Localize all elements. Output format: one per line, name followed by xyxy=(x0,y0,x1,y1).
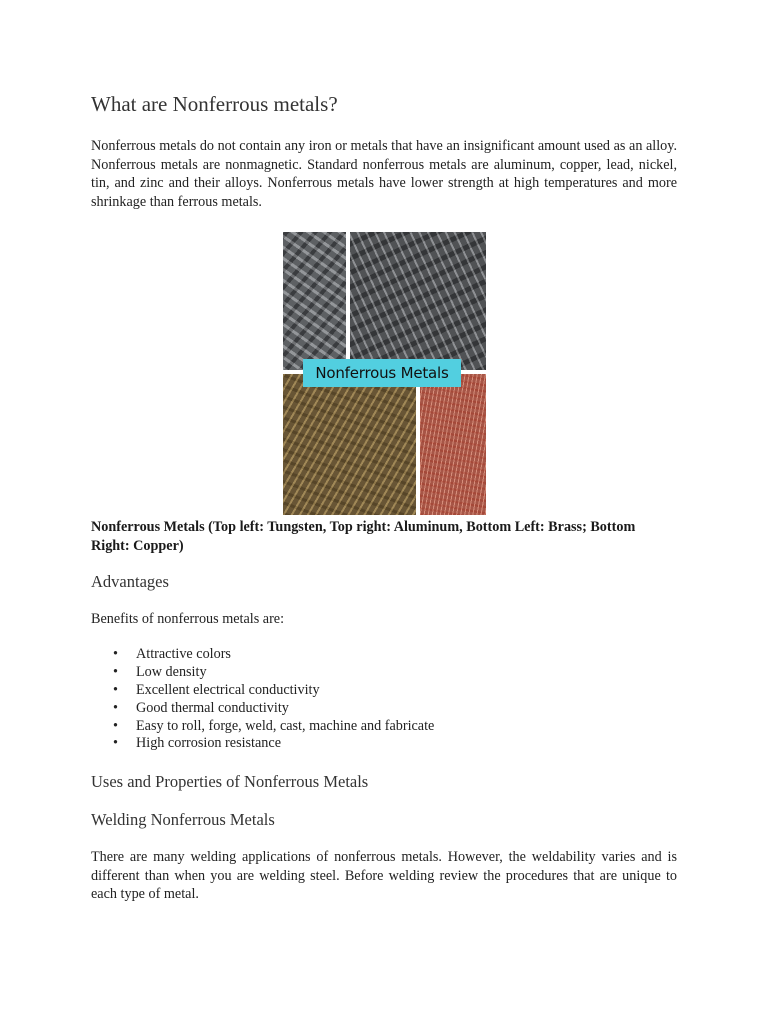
list-item xyxy=(91,718,434,736)
list-item xyxy=(91,664,434,682)
intro-paragraph: Nonferrous metals do not contain any iron or metals that have an insignificant amount used as an alloy. Nonferrous metals are nonmagnetic. Standard nonferrous metals are aluminum, copper, lead, nickel, tin, and zinc and their alloys. Nonferrous metals have lower strength at high temperatures and more shrinkage than ferrous metals. xyxy=(91,138,677,210)
advantages-heading: Advantages xyxy=(91,572,169,591)
copper-photo xyxy=(420,374,486,515)
photo-banner: Nonferrous Metals xyxy=(303,359,461,387)
benefits-lead: Benefits of nonferrous metals are: xyxy=(91,611,285,627)
list-item xyxy=(91,735,434,753)
bullet-icon: • xyxy=(113,663,118,680)
tungsten-photo xyxy=(283,232,346,370)
bullet-icon: • xyxy=(113,681,118,698)
nonferrous-metals-photo xyxy=(283,232,486,515)
bullet-icon: • xyxy=(113,699,118,716)
bullet-icon: • xyxy=(113,646,118,662)
brass-photo xyxy=(283,374,416,515)
page-title: What are Nonferrous metals? xyxy=(91,92,338,116)
list-item xyxy=(91,700,434,718)
figure-caption: Nonferrous Metals (Top left: Tungsten, Top right: Aluminum, Bottom Left: Brass; Bottom Right: Copper) xyxy=(91,519,636,554)
list-item-text: Easy to roll, forge, weld, cast, machine and fabricate xyxy=(136,717,435,734)
list-item-text: Low density xyxy=(136,663,207,680)
uses-heading: Uses and Properties of Nonferrous Metals xyxy=(91,772,369,791)
list-item xyxy=(91,682,434,700)
list-item-text: Good thermal conductivity xyxy=(136,699,289,716)
bullet-icon: • xyxy=(113,735,118,752)
welding-paragraph: There are many welding applications of nonferrous metals. However, the weldability varies and is different than when you are welding steel. Before welding review the procedures that are unique to each type of metal. xyxy=(91,849,677,902)
list-item xyxy=(91,646,434,664)
bullet-icon: • xyxy=(113,717,118,734)
welding-heading: Welding Nonferrous Metals xyxy=(91,810,275,829)
aluminum-photo xyxy=(350,232,486,370)
list-item-text: High corrosion resistance xyxy=(136,735,281,752)
list-item-text: Attractive colors xyxy=(136,646,231,662)
benefits-list xyxy=(91,646,434,753)
list-item-text: Excellent electrical conductivity xyxy=(136,681,320,698)
